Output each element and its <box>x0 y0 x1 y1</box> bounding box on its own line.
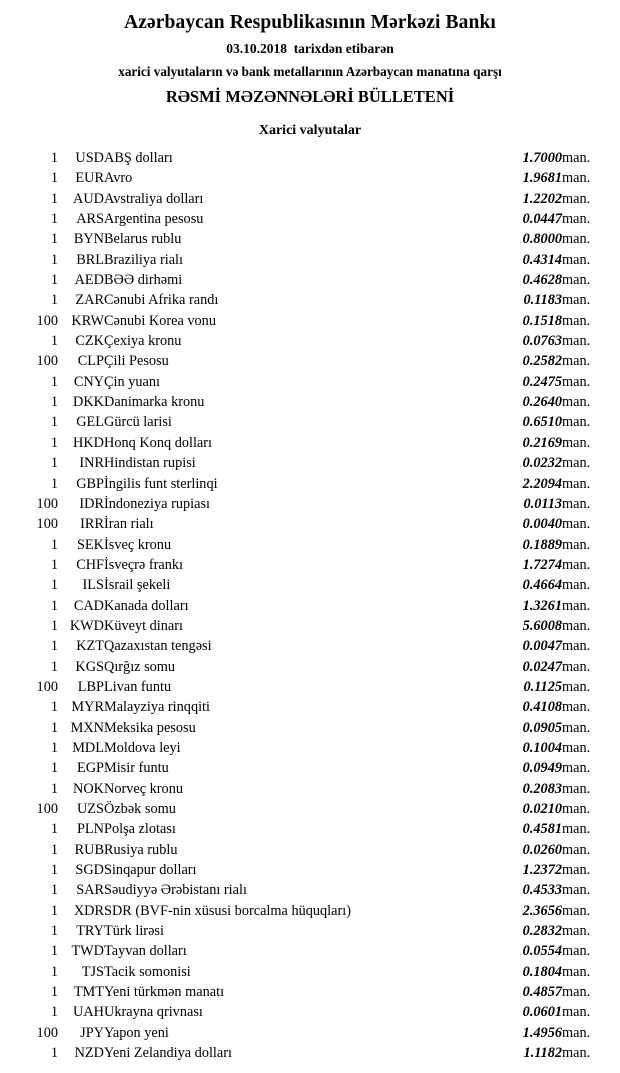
currency-quantity: 100 <box>36 495 58 512</box>
currency-code: USD <box>75 150 104 166</box>
currency-code: RUB <box>74 841 104 858</box>
currency-name: Belarus rublu <box>104 231 182 248</box>
currency-code: NZD <box>74 1045 104 1062</box>
currency-unit: man. <box>562 231 591 248</box>
currency-unit: man. <box>562 373 591 390</box>
table-row <box>18 412 602 432</box>
currency-name: SDR (BVF-nin xüsusi borcalma hüquqları) <box>104 902 351 919</box>
currency-rate: 0.0554 <box>522 943 562 960</box>
currency-code: DKK <box>73 394 104 411</box>
currency-unit: man. <box>562 272 591 289</box>
currency-rate: 0.0040 <box>522 516 562 533</box>
currency-code: HKD <box>73 434 104 451</box>
currency-name: İsrail şekeli <box>104 577 171 594</box>
currency-name: Moldova leyi <box>104 739 181 756</box>
currency-code: TWD <box>71 943 104 960</box>
currency-quantity: 1 <box>50 556 58 573</box>
currency-rate: 0.2832 <box>522 923 562 940</box>
currency-rate: 0.2169 <box>522 434 562 451</box>
currency-name: İndoneziya rupiası <box>104 495 210 512</box>
currency-quantity: 100 <box>36 312 58 329</box>
currency-rate: 0.6510 <box>522 414 562 431</box>
currency-code: MDL <box>72 739 104 756</box>
table-row <box>18 738 602 758</box>
currency-quantity: 1 <box>50 658 58 675</box>
table-row <box>18 453 602 473</box>
currency-quantity: 1 <box>50 190 58 207</box>
currency-rate: 0.2083 <box>522 780 562 797</box>
currency-quantity: 1 <box>50 272 58 289</box>
currency-rate: 1.7274 <box>522 556 562 573</box>
currency-unit: man. <box>562 353 591 370</box>
table-row <box>18 636 602 656</box>
currency-quantity: 1 <box>50 902 58 919</box>
section-title-foreign-currencies: Xarici valyutalar <box>258 123 362 138</box>
currency-code: NOK <box>73 780 104 797</box>
currency-rate: 2.2094 <box>522 475 562 492</box>
currency-code: MXN <box>70 719 104 736</box>
currency-name: Kanada dolları <box>104 597 189 614</box>
table-row <box>18 962 602 982</box>
currency-quantity: 1 <box>50 414 58 431</box>
currency-quantity: 1 <box>50 617 58 634</box>
currency-rate: 1.4956 <box>522 1024 562 1041</box>
table-row <box>18 677 602 697</box>
currency-unit: man. <box>562 963 591 980</box>
document-type: RƏSMİ MƏZƏNNƏLƏRİ BÜLLETENİ <box>165 87 455 106</box>
currency-name: Norveç kronu <box>104 780 184 797</box>
currency-name: Türk lirəsi <box>104 923 164 940</box>
currency-rate: 0.1518 <box>522 312 562 329</box>
currency-rate: 0.8000 <box>522 231 562 248</box>
effective-date-line <box>18 41 602 57</box>
table-row <box>18 474 602 494</box>
exchange-rates-table <box>18 148 602 1063</box>
currency-quantity: 1 <box>50 719 58 736</box>
currency-name: Sinqapur dolları <box>104 862 197 879</box>
table-row <box>18 819 602 839</box>
table-row <box>18 392 602 412</box>
currency-unit: man. <box>562 170 591 187</box>
currency-unit: man. <box>562 495 591 512</box>
currency-unit: man. <box>562 414 591 431</box>
currency-rate: 2.3656 <box>522 902 562 919</box>
currency-unit: man. <box>562 1024 591 1041</box>
currency-code: MYR <box>71 699 104 716</box>
currency-name: Tayvan dolları <box>104 943 187 960</box>
currency-unit: man. <box>562 760 591 777</box>
currency-code: SEK <box>76 536 104 553</box>
currency-quantity: 1 <box>50 170 58 187</box>
currency-rate: 0.0763 <box>522 333 562 350</box>
table-row <box>18 1023 602 1043</box>
currency-unit: man. <box>562 678 591 695</box>
currency-code: EUR <box>75 170 104 187</box>
page-title: Azərbaycan Respublikasının Mərkəzi Bankı <box>124 12 496 33</box>
currency-rate: 0.0601 <box>522 1004 562 1021</box>
currency-unit: man. <box>562 984 591 1001</box>
table-row <box>18 514 602 534</box>
currency-name: İran rialı <box>104 516 154 533</box>
currency-name: Misir funtu <box>104 760 169 777</box>
currency-rate: 1.2372 <box>522 862 562 879</box>
currency-unit: man. <box>562 617 591 634</box>
currency-code: PLN <box>76 821 104 838</box>
currency-quantity: 1 <box>50 577 58 594</box>
currency-name: Çin yuanı <box>104 373 160 390</box>
table-row <box>18 799 602 819</box>
currency-rate: 1.7000 <box>522 150 562 166</box>
currency-rate: 0.0260 <box>522 841 562 858</box>
table-row <box>18 229 602 249</box>
currency-name: Polşa zlotası <box>104 821 176 838</box>
currency-unit: man. <box>562 638 591 655</box>
currency-code: XDR <box>73 902 104 919</box>
currency-name: Argentina pesosu <box>104 211 204 228</box>
table-row <box>18 657 602 677</box>
currency-code: GBP <box>76 475 104 492</box>
table-row <box>18 901 602 921</box>
table-row <box>18 433 602 453</box>
currency-code: BRL <box>76 251 104 268</box>
currency-name: İsveçrə frankı <box>104 556 183 573</box>
currency-rate: 0.4664 <box>522 577 562 594</box>
currency-unit: man. <box>562 1045 591 1062</box>
currency-unit: man. <box>562 821 591 838</box>
currency-quantity: 1 <box>50 739 58 756</box>
table-row <box>18 718 602 738</box>
currency-quantity: 1 <box>50 882 58 899</box>
currency-quantity: 1 <box>50 821 58 838</box>
currency-unit: man. <box>562 150 591 166</box>
currency-quantity: 100 <box>36 801 58 817</box>
currency-quantity: 1 <box>50 536 58 553</box>
effective-date: 03.10.2018 <box>226 41 287 56</box>
currency-code: CAD <box>73 597 104 614</box>
currency-name: Yapon yeni <box>104 1024 169 1041</box>
currency-name: Avro <box>104 170 133 187</box>
currency-name: Küveyt dinarı <box>104 617 184 634</box>
currency-code: TMT <box>73 984 104 1001</box>
currency-name: Meksika pesosu <box>104 719 196 736</box>
currency-unit: man. <box>562 475 591 492</box>
table-row <box>18 860 602 880</box>
currency-code: CHF <box>76 556 104 573</box>
table-row <box>18 250 602 270</box>
currency-code: CZK <box>75 333 104 350</box>
currency-code: TRY <box>76 923 104 940</box>
currency-code: INR <box>79 455 104 472</box>
currency-rate: 0.0949 <box>522 760 562 777</box>
currency-rate: 0.2640 <box>522 394 562 411</box>
currency-name: Gürcü larisi <box>104 414 172 431</box>
table-row <box>18 270 602 290</box>
table-row <box>18 596 602 616</box>
currency-quantity: 1 <box>50 923 58 940</box>
currency-rate: 0.1889 <box>522 536 562 553</box>
currency-name: İsveç kronu <box>104 536 172 553</box>
currency-quantity: 1 <box>50 434 58 451</box>
currency-code: SAR <box>76 882 104 899</box>
currency-name: ABŞ dolları <box>104 150 173 166</box>
currency-code: UAH <box>73 1004 104 1021</box>
currency-code: TJS <box>81 963 104 980</box>
currency-rate: 0.0247 <box>522 658 562 675</box>
currency-code: KGS <box>75 658 104 675</box>
currency-unit: man. <box>562 211 591 228</box>
currency-rate: 0.0210 <box>522 801 562 817</box>
currency-code: KRW <box>71 312 104 329</box>
currency-name: Rusiya rublu <box>104 841 178 858</box>
currency-quantity: 1 <box>50 333 58 350</box>
currency-unit: man. <box>562 719 591 736</box>
currency-quantity: 1 <box>50 251 58 268</box>
currency-code: ZAR <box>75 292 104 309</box>
currency-unit: man. <box>562 455 591 472</box>
currency-name: Braziliya rialı <box>104 251 183 268</box>
currency-rate: 0.1004 <box>522 739 562 756</box>
currency-name: BƏƏ dirhəmi <box>104 272 183 289</box>
currency-rate: 1.9681 <box>522 170 562 187</box>
currency-code: ILS <box>82 577 104 594</box>
currency-rate: 0.2582 <box>522 353 562 370</box>
table-row <box>18 209 602 229</box>
currency-quantity: 1 <box>50 292 58 309</box>
currency-rate: 0.1125 <box>523 678 562 695</box>
currency-unit: man. <box>562 292 591 309</box>
currency-quantity: 1 <box>50 150 58 166</box>
currency-code: LBP <box>77 678 104 695</box>
currency-rate: 1.3261 <box>522 597 562 614</box>
currency-code: GEL <box>76 414 104 431</box>
currency-name: Malayziya rinqqiti <box>104 699 211 716</box>
currency-quantity: 1 <box>50 373 58 390</box>
currency-quantity: 1 <box>50 1045 58 1062</box>
table-row <box>18 779 602 799</box>
currency-quantity: 100 <box>36 1024 58 1041</box>
currency-unit: man. <box>562 658 591 675</box>
currency-quantity: 1 <box>50 638 58 655</box>
table-row <box>18 494 602 514</box>
table-row <box>18 1043 602 1063</box>
document-header <box>18 12 602 107</box>
currency-unit: man. <box>562 333 591 350</box>
table-row <box>18 941 602 961</box>
currency-code: JPY <box>80 1024 104 1041</box>
currency-name: İngilis funt sterlinqi <box>104 475 218 492</box>
currency-rate: 0.0113 <box>523 495 562 512</box>
table-row <box>18 372 602 392</box>
currency-quantity: 1 <box>50 699 58 716</box>
currency-rate: 1.1182 <box>523 1045 562 1062</box>
currency-unit: man. <box>562 739 591 756</box>
currency-quantity: 1 <box>50 1004 58 1021</box>
table-row <box>18 880 602 900</box>
table-row <box>18 697 602 717</box>
table-row <box>18 840 602 860</box>
currency-unit: man. <box>562 434 591 451</box>
currency-code: CLP <box>77 353 104 370</box>
table-row <box>18 921 602 941</box>
currency-rate: 0.4533 <box>522 882 562 899</box>
table-row <box>18 616 602 636</box>
currency-rate: 0.1183 <box>523 292 562 309</box>
currency-code: ARS <box>76 211 104 228</box>
currency-code: UZS <box>76 801 104 817</box>
currency-quantity: 1 <box>50 943 58 960</box>
currency-rate: 0.2475 <box>522 373 562 390</box>
currency-unit: man. <box>562 862 591 879</box>
table-row <box>18 148 602 168</box>
currency-code: IRR <box>80 516 104 533</box>
currency-name: Səudiyyə Ərəbistanı rialı <box>104 882 247 899</box>
currency-rate: 5.6008 <box>522 617 562 634</box>
table-row <box>18 189 602 209</box>
currency-unit: man. <box>562 699 591 716</box>
currency-code: CNY <box>73 373 104 390</box>
currency-unit: man. <box>562 943 591 960</box>
table-row <box>18 575 602 595</box>
table-row <box>18 1002 602 1022</box>
currency-name: Livan funtu <box>104 678 172 695</box>
currency-rate: 0.4314 <box>522 251 562 268</box>
table-row <box>18 758 602 778</box>
table-row <box>18 535 602 555</box>
currency-name: Yeni türkmən manatı <box>104 984 225 1001</box>
currency-name: Honq Konq dolları <box>104 434 213 451</box>
currency-name: Cənubi Afrika randı <box>104 292 219 309</box>
currency-name: Cənubi Korea vonu <box>104 312 216 329</box>
currency-name: Ukrayna qrivnası <box>104 1004 203 1021</box>
currency-rate: 0.4628 <box>522 272 562 289</box>
currency-code: AUD <box>73 190 104 207</box>
currency-unit: man. <box>562 516 591 533</box>
currency-unit: man. <box>562 556 591 573</box>
currency-code: AED <box>74 272 104 289</box>
currency-quantity: 1 <box>50 963 58 980</box>
currency-code: SGD <box>75 862 104 879</box>
currency-unit: man. <box>562 801 591 817</box>
currency-quantity: 1 <box>50 841 58 858</box>
currency-quantity: 1 <box>50 984 58 1001</box>
currency-name: Özbək somu <box>104 801 176 817</box>
currency-unit: man. <box>562 780 591 797</box>
currency-code: IDR <box>79 495 104 512</box>
currency-rate: 0.0232 <box>522 455 562 472</box>
table-row <box>18 290 602 310</box>
currency-unit: man. <box>562 312 591 329</box>
currency-rate: 0.4857 <box>522 984 562 1001</box>
currency-quantity: 100 <box>36 353 58 370</box>
currency-unit: man. <box>562 394 591 411</box>
currency-rate: 0.0447 <box>522 211 562 228</box>
currency-name: Qırğız somu <box>104 658 176 675</box>
currency-code: BYN <box>73 231 104 248</box>
currency-rate: 0.4108 <box>522 699 562 716</box>
currency-unit: man. <box>562 597 591 614</box>
document-subtitle: xarici valyutaların və bank metallarının Azərbaycan manatına qarşı <box>118 64 502 79</box>
currency-code: KWD <box>69 617 104 634</box>
table-row <box>18 311 602 331</box>
currency-rate: 0.4581 <box>522 821 562 838</box>
currency-rate: 1.2202 <box>522 190 562 207</box>
currency-code: EGP <box>76 760 104 777</box>
currency-name: Avstraliya dolları <box>104 190 204 207</box>
currency-rate: 0.1804 <box>522 963 562 980</box>
currency-quantity: 100 <box>36 516 58 533</box>
effective-date-suffix: tarixdən etibarən <box>293 41 394 56</box>
currency-code: KZT <box>76 638 104 655</box>
currency-unit: man. <box>562 923 591 940</box>
currency-name: Yeni Zelandiya dolları <box>104 1045 232 1062</box>
currency-unit: man. <box>562 841 591 858</box>
currency-name: Çili Pesosu <box>104 353 169 370</box>
currency-unit: man. <box>562 251 591 268</box>
currency-name: Danimarka kronu <box>104 394 205 411</box>
currency-rate: 0.0047 <box>522 638 562 655</box>
currency-unit: man. <box>562 902 591 919</box>
table-row <box>18 168 602 188</box>
currency-quantity: 1 <box>50 231 58 248</box>
currency-name: Tacik somonisi <box>104 963 191 980</box>
currency-unit: man. <box>562 882 591 899</box>
currency-rate: 0.0905 <box>522 719 562 736</box>
currency-quantity: 1 <box>50 455 58 472</box>
currency-quantity: 1 <box>50 760 58 777</box>
table-row <box>18 555 602 575</box>
currency-name: Çexiya kronu <box>104 333 182 350</box>
currency-name: Hindistan rupisi <box>104 455 196 472</box>
currency-quantity: 1 <box>50 597 58 614</box>
currency-quantity: 100 <box>36 678 58 695</box>
currency-unit: man. <box>562 536 591 553</box>
table-row <box>18 351 602 371</box>
currency-unit: man. <box>562 190 591 207</box>
currency-quantity: 1 <box>50 394 58 411</box>
currency-quantity: 1 <box>50 862 58 879</box>
currency-quantity: 1 <box>50 211 58 228</box>
table-row <box>18 982 602 1002</box>
table-row <box>18 331 602 351</box>
currency-quantity: 1 <box>50 475 58 492</box>
currency-quantity: 1 <box>50 780 58 797</box>
currency-unit: man. <box>562 577 591 594</box>
currency-unit: man. <box>562 1004 591 1021</box>
currency-name: Qazaxıstan tengəsi <box>104 638 212 655</box>
